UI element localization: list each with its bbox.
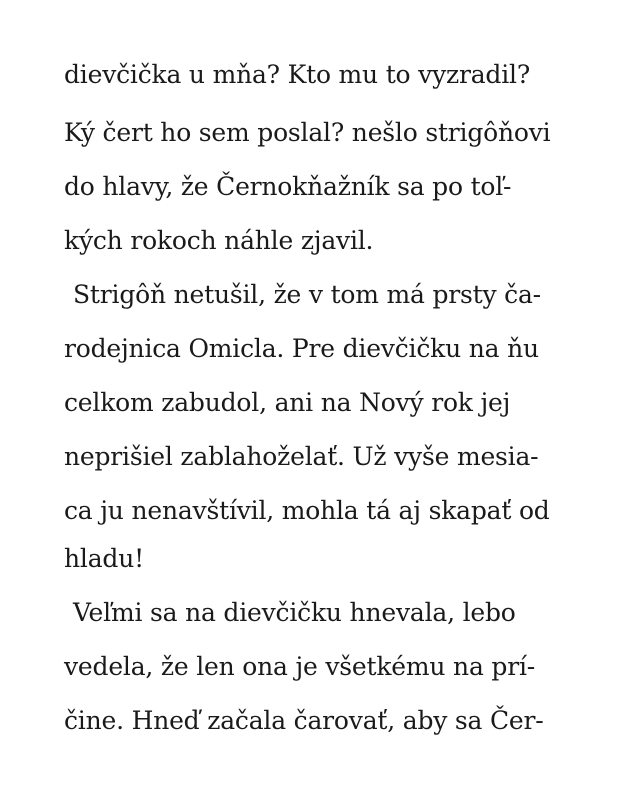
text-line: neprišiel zablahoželať. Už vyše mesia-	[64, 442, 539, 471]
text-line: hladu!	[64, 544, 144, 573]
text-line: dievčička u mňa? Kto mu to vyzradil?	[64, 60, 531, 89]
text-line: ca ju nenavštívil, mohla tá aj skapať od	[64, 496, 550, 525]
text-line: Ký čert ho sem poslal? nešlo strigôňovi	[64, 118, 551, 147]
text-line: kých rokoch náhle zjavil.	[64, 226, 374, 255]
paragraph-start-line: Veľmi sa na dievčičku hnevala, lebo	[73, 598, 516, 627]
text-line: celkom zabudol, ani na Nový rok jej	[64, 388, 511, 417]
text-line: vedela, že len ona je všetkému na prí-	[64, 652, 536, 681]
text-line: čine. Hneď začala čarovať, aby sa Čer-	[64, 706, 544, 735]
paragraph-start-line: Strigôň netušil, že v tom má prsty ča-	[73, 280, 541, 309]
text-line: rodejnica Omicla. Pre dievčičku na ňu	[64, 334, 539, 363]
text-line: do hlavy, že Černokňažník sa po toľ-	[64, 172, 512, 201]
